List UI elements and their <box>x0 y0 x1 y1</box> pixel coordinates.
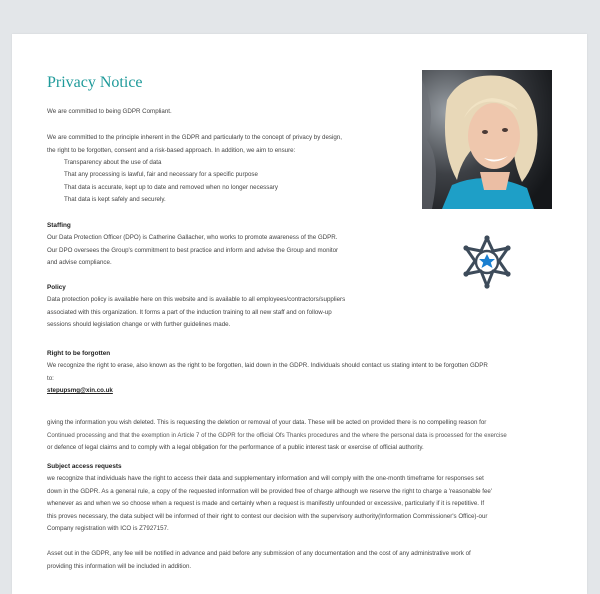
access-line: Company registration with ICO is Z7927157. <box>47 525 169 533</box>
sheriff-star-badge-icon <box>459 234 515 290</box>
fees-line: providing this information will be included in addition. <box>47 562 192 570</box>
deletion-section <box>47 417 552 457</box>
intro-text: We are committed to being GDPR Compliant. <box>47 108 172 115</box>
section-heading-policy: Policy <box>47 284 66 291</box>
staffing-section <box>47 220 407 270</box>
access-line: down in the GDPR. As a general rule, a copy of the requested information will be provided free of charge although we reserve the right to charge a 'reasonable fee' <box>47 487 493 495</box>
fees-section <box>47 548 552 573</box>
deletion-overlap-line: Continued processing and that the exemption in Article 7 of the GDPR for the official Ofs Thanks procedures and the where the personal data is processed for the exercise <box>47 431 507 439</box>
staffing-line: and advise compliance. <box>47 259 112 267</box>
access-section <box>47 461 552 536</box>
list-item: That data is kept safely and securely. <box>64 195 166 203</box>
page-title: Privacy Notice <box>47 74 143 91</box>
list-item: That any processing is lawful, fair and necessary for a specific purpose <box>64 171 258 179</box>
list-item: That data is accurate, kept up to date and removed when no longer necessary <box>64 183 278 191</box>
deletion-line: giving the information you wish deleted. This is requesting the deletion or removal of your data. These will be acted on provided there is no compelling reason for <box>47 419 487 426</box>
section-heading-access: Subject access requests <box>47 463 122 470</box>
access-line: this proves necessary, the data subject will be informed of their right to contest our decision with the supervisory authority(Information Commissioner's Office)-our <box>47 512 488 520</box>
page-card <box>12 34 587 594</box>
portrait-photo <box>422 70 552 209</box>
list-item: Transparency about the use of data <box>64 159 162 167</box>
policy-line: Data protection policy is available here on this website and is available to all employees/contractors/suppliers <box>47 296 346 303</box>
principles-section <box>47 132 407 206</box>
contact-email-link[interactable]: stepupsmg@xin.co.uk <box>47 387 113 395</box>
fees-line: Asset out in the GDPR, any fee will be notified in advance and paid before any submission of any documentation and the cost of any administrative work of <box>47 550 471 557</box>
principles-list <box>47 157 407 206</box>
access-line: whenever as and when we so choose when a request is made and certainly when a request is manifestly unfounded or excessive, particularly if it is repetitive. If <box>47 500 485 508</box>
forgotten-line: We recognize the right to erase, also known as the right to be forgotten, laid down in the GDPR. Individuals should contact us stating intent to be forgotten GDPR <box>47 362 488 369</box>
section-heading-forgotten: Right to be forgotten <box>47 350 111 357</box>
forgotten-line: to: <box>47 374 54 382</box>
principle-line: the right to be forgotten, consent and a risk-based approach. In addition, we aim to ensure: <box>47 146 296 154</box>
access-line: we recognize that individuals have the right to access their data and supplementary information and will comply with the one-month timeframe for responses set <box>47 475 484 482</box>
policy-line: sessions should legislation change or with further guidelines made. <box>47 321 231 329</box>
intro-section <box>47 106 407 119</box>
section-heading-staffing: Staffing <box>47 222 71 229</box>
forgotten-section <box>47 348 552 397</box>
staffing-line: Our DPO oversees the Group's commitment to best practice and inform and advise the Group and monitor <box>47 246 339 254</box>
deletion-line: or defence of legal claims and to comply with a legal obligation for the performance of a public interest task or exercise of official authority. <box>47 444 424 452</box>
principle-line: We are committed to the principle inherent in the GDPR and particularly to the concept of privacy by design, <box>47 134 342 141</box>
policy-section <box>47 282 407 332</box>
policy-line: associated with this organization. It forms a part of the induction training to all new staff and on follow-up <box>47 308 332 316</box>
staffing-line: Our Data Protection Officer (DPO) is Catherine Gallacher, who works to promote awareness of the GDPR. <box>47 234 338 241</box>
